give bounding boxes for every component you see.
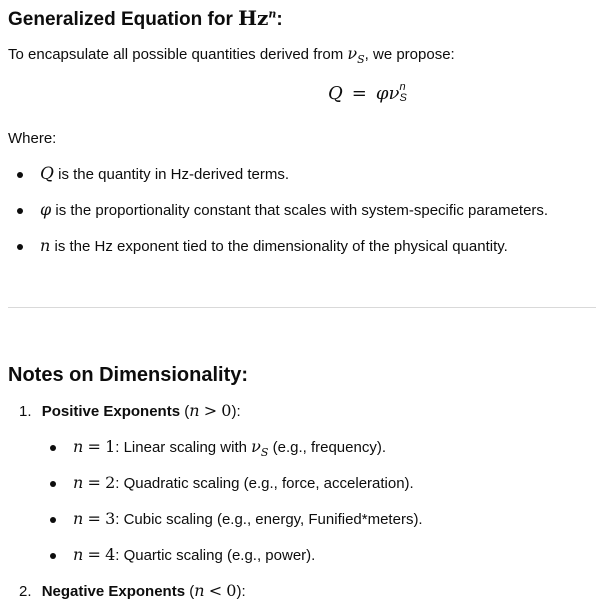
definition-item-q: Q is the quantity in Hz-derived terms.: [40, 164, 290, 184]
list-title: Positive Exponents: [41, 403, 181, 420]
definition-item-phi: φ is the proportionality constant that scales with system-specific parameters.: [40, 200, 549, 219]
heading-text: Generalized Equation for: [8, 9, 233, 30]
section-heading-generalized-equation: [8, 6, 283, 32]
nested-item-n2: n = 2: Quadratic scaling (e.g., force, acceleration).: [73, 473, 414, 492]
intro-paragraph: To encapsulate all possible quantities derived from $\nu_S$, we propose:: [8, 44, 455, 67]
bullet-dot: [17, 208, 23, 214]
nested-item-n3: n = 3: Cubic scaling (e.g., energy, Funified*meters).: [73, 509, 423, 528]
bullet-dot: [17, 244, 23, 250]
heading-colon: :: [276, 9, 283, 30]
bullet-dot: [50, 445, 56, 451]
section-heading-dimensionality: Notes on Dimensionality:: [8, 364, 249, 386]
bullet-dot: [17, 172, 23, 178]
where-label: Where:: [8, 130, 57, 147]
display-equation: Q = φν n S: [328, 81, 407, 104]
nested-item-n4: n = 4: Quartic scaling (e.g., power).: [73, 545, 316, 564]
list-number: 2.: [19, 583, 32, 600]
horizontal-divider: [8, 307, 596, 308]
nested-item-n1: n = 1: Linear scaling with $\nu_S$ (e.g., frequency).: [73, 437, 386, 460]
nu-s-symbol: $\nu_S$: [251, 437, 269, 460]
nu-s-symbol: $\nu_S$: [347, 44, 365, 67]
definition-item-n: n is the Hz exponent tied to the dimensionality of the physical quantity.: [40, 236, 508, 255]
bullet-dot: [50, 553, 56, 559]
bullet-dot: [50, 517, 56, 523]
list-number: 1.: [19, 403, 32, 420]
bullet-dot: [50, 481, 56, 487]
ordered-item-negative-exponents: 2. Negative Exponents (n < 0):: [19, 581, 246, 600]
ordered-item-positive-exponents: 1. Positive Exponents (n > 0):: [19, 401, 241, 420]
list-title: Negative Exponents: [41, 583, 186, 600]
heading-math-hz: Hz$^n$: [238, 6, 277, 30]
